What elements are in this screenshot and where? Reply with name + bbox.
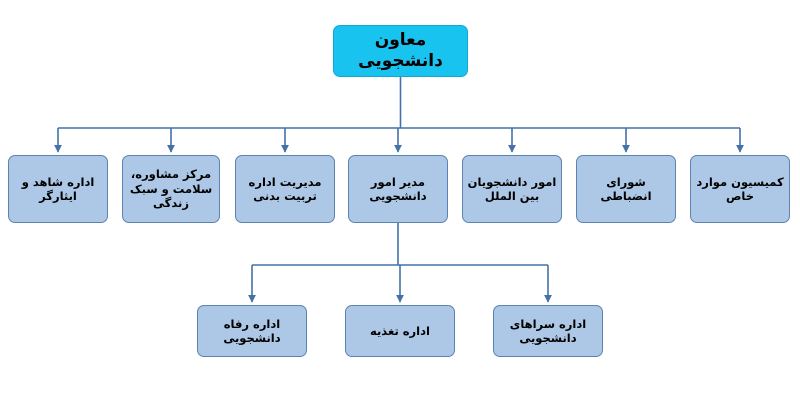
- node-special-cases-commission[interactable]: [690, 155, 790, 223]
- node-label: امور دانشجویان بین الملل: [467, 174, 557, 203]
- node-label: اداره شاهد و ایثارگر: [21, 174, 95, 203]
- node-student-welfare-office[interactable]: [197, 305, 307, 357]
- node-label: معاون دانشجویی: [358, 29, 443, 71]
- node-label: شورای انضباطی: [600, 174, 652, 203]
- node-nutrition-office[interactable]: [345, 305, 455, 357]
- node-label: مدیر امور دانشجویی: [369, 174, 427, 203]
- node-label: کمیسیون موارد خاص: [696, 174, 784, 203]
- node-international-students[interactable]: [462, 155, 562, 223]
- node-label: اداره رفاه دانشجویی: [223, 316, 281, 345]
- node-disciplinary-council[interactable]: [576, 155, 676, 223]
- node-label: اداره سراهای دانشجویی: [509, 316, 587, 345]
- node-root[interactable]: [333, 25, 468, 77]
- node-shahed-isargar[interactable]: [8, 155, 108, 223]
- node-dormitories-office[interactable]: [493, 305, 603, 357]
- node-label: اداره تغذیه: [370, 323, 430, 338]
- node-label: مرکز مشاوره، سلامت و سبک زندگی: [129, 167, 213, 211]
- node-physical-education[interactable]: [235, 155, 335, 223]
- node-counseling-health-center[interactable]: [122, 155, 220, 223]
- node-label: مدیریت اداره تربیت بدنی: [248, 174, 322, 203]
- node-student-affairs-director[interactable]: [348, 155, 448, 223]
